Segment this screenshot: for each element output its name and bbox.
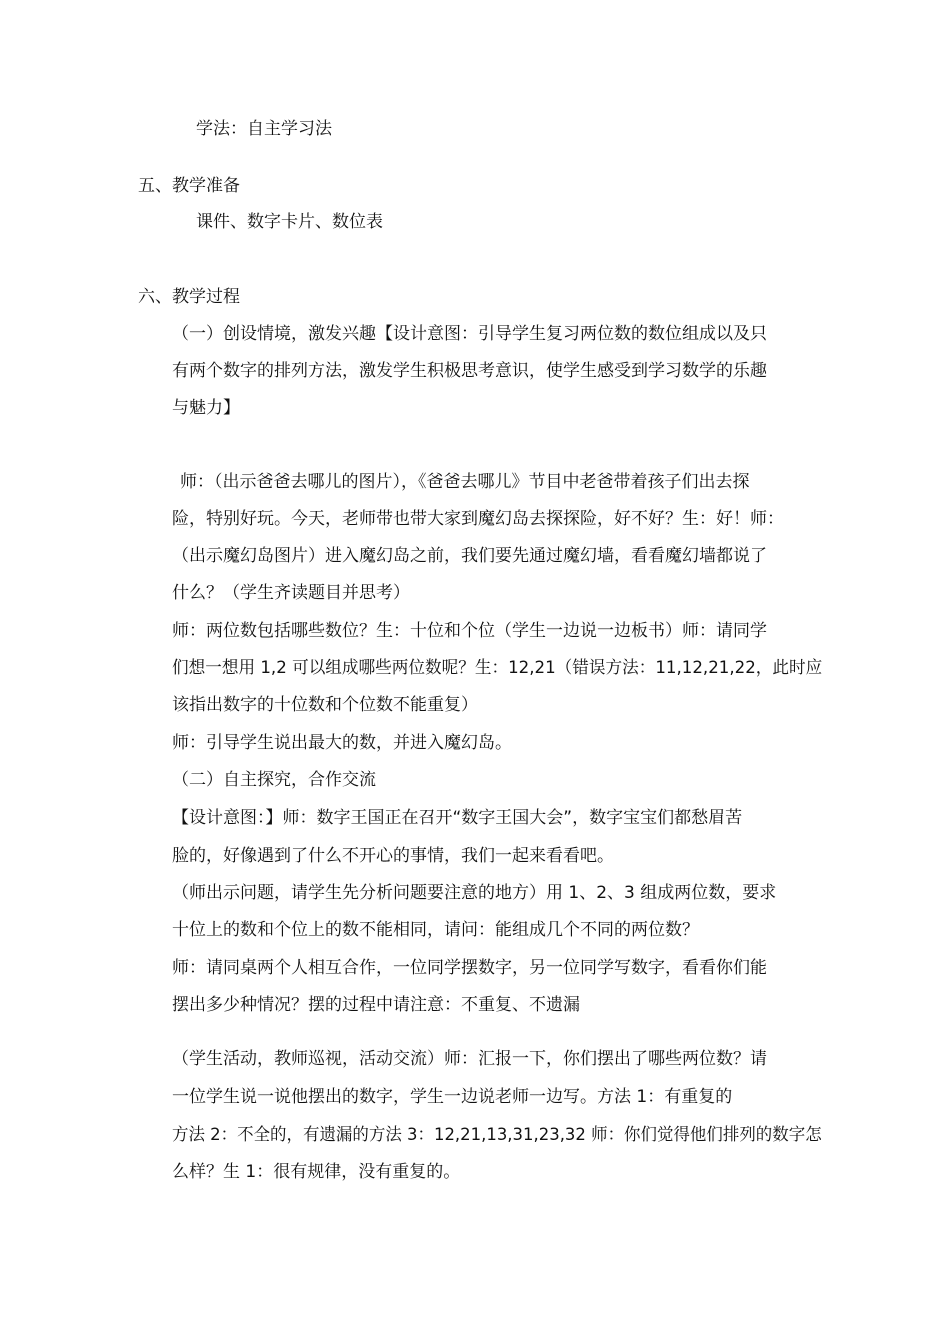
section-5-heading: 五、教学准备 bbox=[138, 176, 240, 196]
teaching-materials-line: 课件、数字卡片、数位表 bbox=[196, 212, 383, 232]
paragraph-line: 一位学生说一说他摆出的数字，学生一边说老师一边写。方法 1：有重复的 bbox=[172, 1087, 733, 1107]
paragraph-line: 有两个数字的排列方法，激发学生积极思考意识，使学生感受到学习数学的乐趣 bbox=[172, 361, 767, 381]
paragraph-line: 师：请同桌两个人相互合作，一位同学摆数字，另一位同学写数字，看看你们能 bbox=[172, 958, 767, 978]
subsection-heading: （二）自主探究，合作交流 bbox=[172, 770, 376, 790]
paragraph-line: （师出示问题，请学生先分析问题要注意的地方）用 1、2、3 组成两位数，要求 bbox=[172, 883, 777, 903]
paragraph-line: 什么？（学生齐读题目并思考） bbox=[172, 583, 410, 603]
paragraph-line: 【设计意图：】师：数字王国正在召开“数字王国大会”，数字宝宝们都愁眉苦 bbox=[172, 808, 743, 828]
paragraph-line: 脸的，好像遇到了什么不开心的事情，我们一起来看看吧。 bbox=[172, 846, 614, 866]
paragraph-line: 师：（出示爸爸去哪儿的图片），《爸爸去哪儿》节目中老爸带着孩子们出去探 bbox=[180, 472, 750, 492]
paragraph-line: 险，特别好玩。今天，老师带也带大家到魔幻岛去探探险，好不好？生：好！师： bbox=[172, 509, 784, 529]
study-method-line: 学法：自主学习法 bbox=[196, 119, 332, 139]
paragraph-line: （学生活动，教师巡视，活动交流）师：汇报一下，你们摆出了哪些两位数？请 bbox=[172, 1049, 767, 1069]
paragraph-line: 方法 2：不全的，有遗漏的方法 3：12,21,13,31,23,32 师：你们觉得他们排列的数字怎 bbox=[172, 1125, 822, 1145]
paragraph-line: 师：两位数包括哪些数位？生：十位和个位（学生一边说一边板书）师：请同学 bbox=[172, 621, 767, 641]
paragraph-line: 与魅力】 bbox=[172, 398, 240, 418]
paragraph-line: 么样？生 1：很有规律，没有重复的。 bbox=[172, 1162, 461, 1182]
paragraph-line: （出示魔幻岛图片）进入魔幻岛之前，我们要先通过魔幻墙，看看魔幻墙都说了 bbox=[172, 546, 767, 566]
paragraph-line: 们想一想用 1,2 可以组成哪些两位数呢？生：12,21（错误方法：11,12,21,22，此时应 bbox=[172, 658, 823, 678]
paragraph-line: 摆出多少种情况？摆的过程中请注意：不重复、不遗漏 bbox=[172, 995, 580, 1015]
paragraph-line: 该指出数字的十位数和个位数不能重复） bbox=[172, 695, 478, 715]
paragraph-line: （一）创设情境，激发兴趣【设计意图：引导学生复习两位数的数位组成以及只 bbox=[172, 324, 767, 344]
paragraph-line: 师：引导学生说出最大的数，并进入魔幻岛。 bbox=[172, 733, 512, 753]
section-6-heading: 六、教学过程 bbox=[138, 287, 240, 307]
paragraph-line: 十位上的数和个位上的数不能相同，请问：能组成几个不同的两位数？ bbox=[172, 920, 699, 940]
